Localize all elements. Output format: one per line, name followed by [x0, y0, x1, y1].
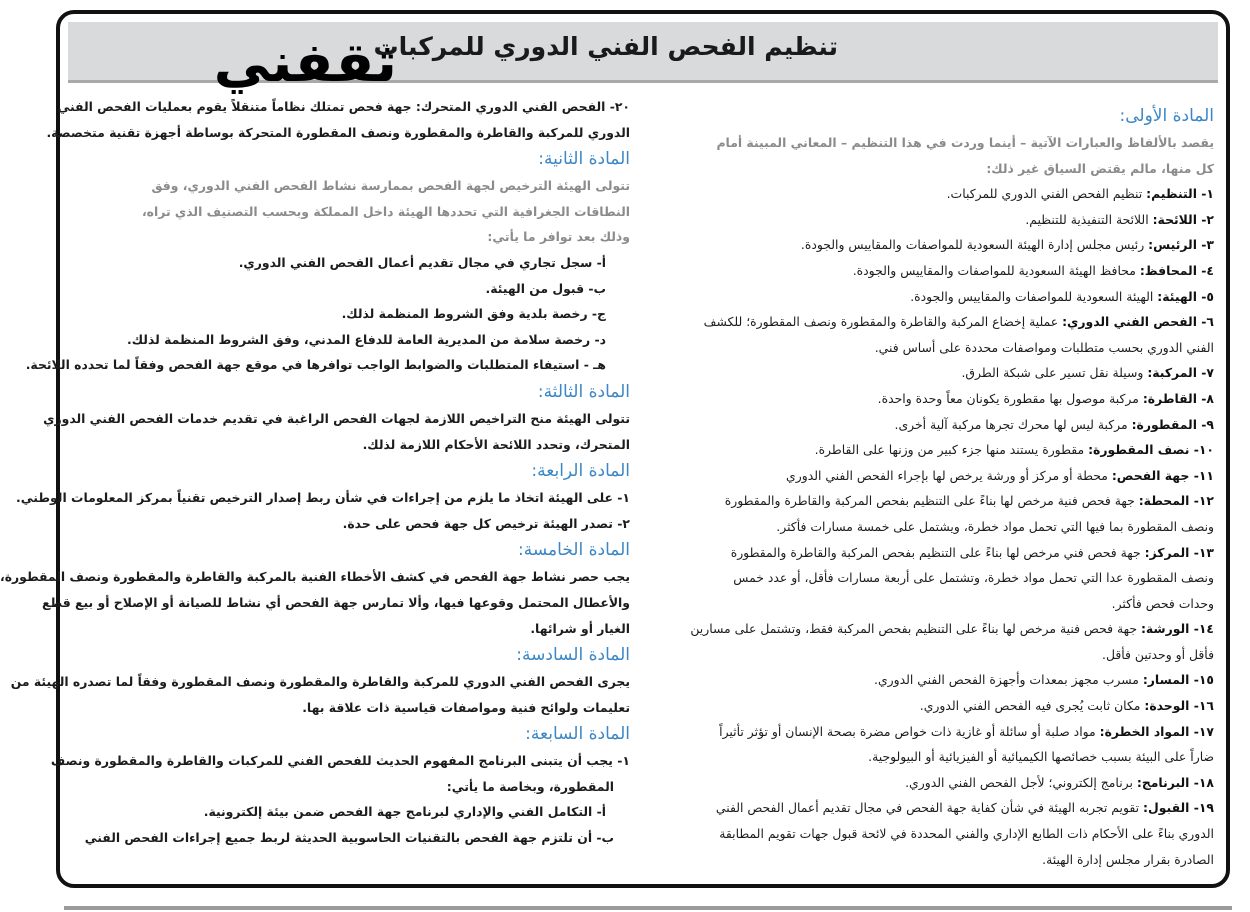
- definition-term: ١١- جهة الفحص:: [1111, 467, 1214, 483]
- definition-term: ١٢- المحطة:: [1138, 493, 1214, 509]
- definition-line: [654, 412, 1214, 438]
- definition-term: ٧- المركبة:: [1147, 365, 1214, 381]
- definition-text: مركبة ليس لها محرك تجرها مركبة آلية أخرى.: [894, 416, 1132, 432]
- definition-term: ٨- القاطرة:: [1142, 390, 1214, 406]
- definition-text: ضاراً على البيئة بسبب خصائصها الكيميائية أو الفيزيائية أو البيولوجية.: [868, 749, 1214, 765]
- text-line: تتولى الهيئة الترخيص لجهة الفحص بممارسة نشاط الفحص الفني الدوري، وفق: [151, 178, 630, 194]
- definition-text: مواد صلبة أو سائلة أو غازية ذات خواص مضرة بصحة الإنسان أو تؤثر تأثيراً: [719, 723, 1100, 739]
- column-right: [654, 94, 1214, 872]
- list-item: ب- قبول من الهيئة.: [485, 280, 606, 296]
- definition-term: ١٧- المواد الخطرة:: [1099, 723, 1214, 739]
- definition-line: [654, 258, 1214, 284]
- intro-line: يقصد بالألفاظ والعبارات الآتية – أينما وردت في هذا التنظيم – المعاني المبينة أمام: [716, 135, 1214, 150]
- definition-term: ٢- اللائحة:: [1152, 211, 1214, 227]
- definition-line: [654, 540, 1214, 566]
- definition-line: [654, 488, 1214, 514]
- definition-term: ٤- المحافظ:: [1139, 262, 1214, 278]
- definition-line: [654, 514, 1214, 540]
- definition-line: [654, 335, 1214, 361]
- definition-text: الفني الدوري بحسب متطلبات ومواصفات محددة على أساس فني.: [874, 339, 1214, 355]
- definition-term: ١٨- البرنامج:: [1136, 774, 1214, 790]
- definition-text: ونصف المقطورة بما فيها التي تحمل مواد خطرة، ويشتمل على خمسة مسارات فأكثر.: [776, 518, 1214, 534]
- definition-text: رئيس مجلس إدارة الهيئة السعودية للمواصفات والمقاييس والجودة.: [800, 237, 1149, 253]
- definition-line: [654, 667, 1214, 693]
- list-item: هـ - استيفاء المتطلبات والضوابط الواجب توافرها في موقع جهة الفحص وفقاً لما تحدده اللائحة.: [25, 357, 606, 373]
- definition-text: مركبة موصول بها مقطورة يكونان معاً وحدة واحدة.: [877, 390, 1143, 406]
- brand-logo: ثقفني: [213, 31, 398, 94]
- definition-text: جهة فحص فني مرخص لها بناءً على التنظيم بفحص المركبة والقاطرة والمقطورة: [730, 544, 1145, 560]
- definition-text: جهة فحص فنية مرخص لها بناءً على التنظيم بفحص المركبة والقاطرة والمقطورة: [724, 493, 1139, 509]
- definition-text: ونصف المقطورة عدا التي تحمل مواد خطرة، وتشتمل على أربعة مسارات فأقل، أو عدد خمس: [733, 570, 1214, 586]
- definition-text: مقطورة يستند منها جزء كبير من وزنها على القاطرة.: [814, 442, 1089, 458]
- list-item: ج- رخصة بلدية وفق الشروط المنظمة لذلك.: [341, 306, 606, 322]
- title-bar: [68, 22, 1218, 94]
- text-line: ٢- تصدر الهيئة ترخيص كل جهة فحص على حدة.: [342, 515, 630, 531]
- definition-line: [654, 181, 1214, 207]
- text-line: وذلك بعد توافر ما يأتي:: [487, 229, 630, 245]
- definition-line: [654, 360, 1214, 386]
- definition-line: [654, 463, 1214, 489]
- text-line: ١- يجب أن يتبنى البرنامج المفهوم الحديث للفحص الفني للمركبات والقاطرة والمقطورة ونصف: [50, 753, 630, 769]
- bottom-rule: [64, 906, 1232, 910]
- definition-text: فأقل أو وحدتين فأقل.: [1102, 646, 1214, 662]
- definition-text: وسيلة نقل تسير على شبكة الطرق.: [961, 365, 1148, 381]
- definition-line: [654, 693, 1214, 719]
- definition-term: ٥- الهيئة:: [1157, 288, 1214, 304]
- intro-line: كل منها، مالم يقتض السياق غير ذلك:: [986, 160, 1214, 176]
- text-line: المتحرك، وتحدد اللائحة الأحكام اللازمة لذلك.: [362, 436, 630, 452]
- definition-line: [654, 565, 1214, 591]
- definition-term: ٦- الفحص الفني الدوري:: [1062, 314, 1214, 330]
- text-line: تعليمات ولوائح فنية ومواصفات قياسية ذات علاقة بها.: [302, 699, 630, 715]
- definition-line: [654, 642, 1214, 668]
- article-heading: المادة السابعة:: [525, 724, 630, 745]
- document-frame: [0, 10, 1230, 888]
- list-item: أ- سجل تجاري في مجال تقديم أعمال الفحص الفني الدوري.: [238, 254, 606, 270]
- definition-text: الدوري بناءً على الأحكام ذات الطابع الإداري والفني المحددة في لائحة قبول جهات تقويم المطابقة: [719, 826, 1214, 842]
- article-heading: المادة الأولى:: [1119, 106, 1214, 126]
- article-heading: المادة الثانية:: [538, 149, 630, 170]
- definition-term: ١٩- القبول:: [1143, 800, 1214, 816]
- definition-term: ١٠- نصف المقطورة:: [1088, 442, 1214, 458]
- definition-line: [654, 386, 1214, 412]
- definition-text: مسرب مجهز بمعدات وأجهزة الفحص الفني الدوري.: [874, 672, 1143, 688]
- list-item: د- رخصة سلامة من المديرية العامة للدفاع المدني، وفق الشروط المنظمة لذلك.: [127, 331, 606, 347]
- definition-text: عملية إخضاع المركبة والقاطرة والمقطورة ونصف المقطورة؛ للكشف: [703, 314, 1063, 330]
- definition-line: [654, 847, 1214, 873]
- article-heading: المادة الرابعة:: [531, 461, 630, 482]
- definition-text: تنظيم الفحص الفني الدوري للمركبات.: [946, 186, 1147, 202]
- definition-line: [654, 744, 1214, 770]
- article-heading: المادة الثالثة:: [537, 381, 630, 402]
- text-line: المقطورة، وبخاصة ما يأتي:: [446, 778, 614, 794]
- text-line: ١- على الهيئة اتخاذ ما يلزم من إجراءات في شأن ربط إصدار الترخيص تقنياً بمركز المعلومات الوطني.: [16, 490, 630, 506]
- definition-text: تقويم تجربه الهيئة في شأن كفاية جهة الفحص في مجال تقديم أعمال الفحص الفني: [715, 800, 1144, 816]
- list-item: أ- التكامل الفني والإداري لبرنامج جهة الفحص ضمن بيئة إلكترونية.: [203, 804, 606, 820]
- definition-text: اللائحة التنفيذية للتنظيم.: [1025, 211, 1153, 227]
- text-line: الدوري للمركبة والقاطرة والمقطورة ونصف المقطورة المتحركة بوساطة أجهزة تقنية متخصصة.: [46, 124, 630, 140]
- definition-line: [654, 591, 1214, 617]
- definition-line: [654, 309, 1214, 335]
- text-line: النطاقات الجغرافية التي تحددها الهيئة داخل المملكة وبحسب التصنيف الذي تراه،: [141, 203, 630, 219]
- definition-text: الهيئة السعودية للمواصفات والمقاييس والجودة.: [910, 288, 1158, 304]
- definition-text: وحدات فحص فأكثر.: [1111, 595, 1214, 611]
- column-left: [0, 94, 630, 851]
- definition-line: [654, 821, 1214, 847]
- text-line: والأعطال المحتمل وقوعها فيها، وألا تمارس جهة الفحص أي نشاط للصيانة أو الإصلاح أو بيع قطع: [42, 594, 630, 610]
- article-heading: المادة السادسة:: [516, 645, 630, 666]
- definition-term: ٣- الرئيس:: [1148, 237, 1214, 253]
- definition-line: [654, 770, 1214, 796]
- definition-text: محافظ الهيئة السعودية للمواصفات والمقاييس والجودة.: [852, 262, 1140, 278]
- article-heading: المادة الخامسة:: [518, 540, 630, 561]
- list-item: ب- أن تلتزم جهة الفحص بالتقنيات الحاسوبية الحديثة لربط جميع إجراءات الفحص الفني: [84, 830, 614, 846]
- definition-line: [654, 616, 1214, 642]
- definition-text: جهة فحص فنية مرخص لها بناءً على التنظيم بفحص المركبة فقط، وتشتمل على مسارين: [690, 621, 1141, 637]
- definition-text: برنامج إلكتروني؛ لأجل الفحص الفني الدوري.: [905, 774, 1137, 790]
- definition-line: [654, 719, 1214, 745]
- definition-term: ١٣- المركز:: [1144, 544, 1214, 560]
- definition-term: ١- التنظيم:: [1146, 186, 1214, 202]
- definition-term: ١٥- المسار:: [1142, 672, 1214, 688]
- definition-line: [654, 232, 1214, 258]
- definition-line: [654, 207, 1214, 233]
- text-line: ٢٠- الفحص الفني الدوري المتحرك: جهة فحص تمتلك نظاماً متنقلاً يقوم بعمليات الفحص الفني: [57, 99, 630, 114]
- definition-line: [654, 795, 1214, 821]
- text-line: يجب حصر نشاط جهة الفحص في كشف الأخطاء الفنية بالمركبة والقاطرة والمقطورة ونصف المقطورة،: [0, 569, 630, 585]
- definition-line: [654, 437, 1214, 463]
- definition-term: ١٦- الوحدة:: [1144, 698, 1214, 714]
- page-title: تنظيم الفحص الفني الدوري للمركبات: [373, 32, 838, 61]
- definitions-list: [654, 181, 1214, 872]
- text-line: الغيار أو شرائها.: [530, 620, 630, 636]
- text-line: يجرى الفحص الفني الدوري للمركبة والقاطرة والمقطورة ونصف المقطورة وفقاً لما تصدره الهيئة من: [10, 674, 630, 690]
- definition-line: [654, 284, 1214, 310]
- definition-text: محطة أو مركز أو ورشة يرخص لها بإجراء الفحص الفني الدوري: [786, 467, 1112, 483]
- definition-term: ١٤- الورشة:: [1140, 621, 1214, 637]
- text-line: تتولى الهيئة منح التراخيص اللازمة لجهات الفحص الراغبة في تقديم خدمات الفحص الفني الدوري: [43, 410, 630, 426]
- definition-term: ٩- المقطورة:: [1131, 416, 1214, 432]
- definition-text: الصادرة بقرار مجلس إدارة الهيئة.: [1042, 851, 1214, 867]
- definition-text: مكان ثابت يُجرى فيه الفحص الفني الدوري.: [919, 698, 1145, 714]
